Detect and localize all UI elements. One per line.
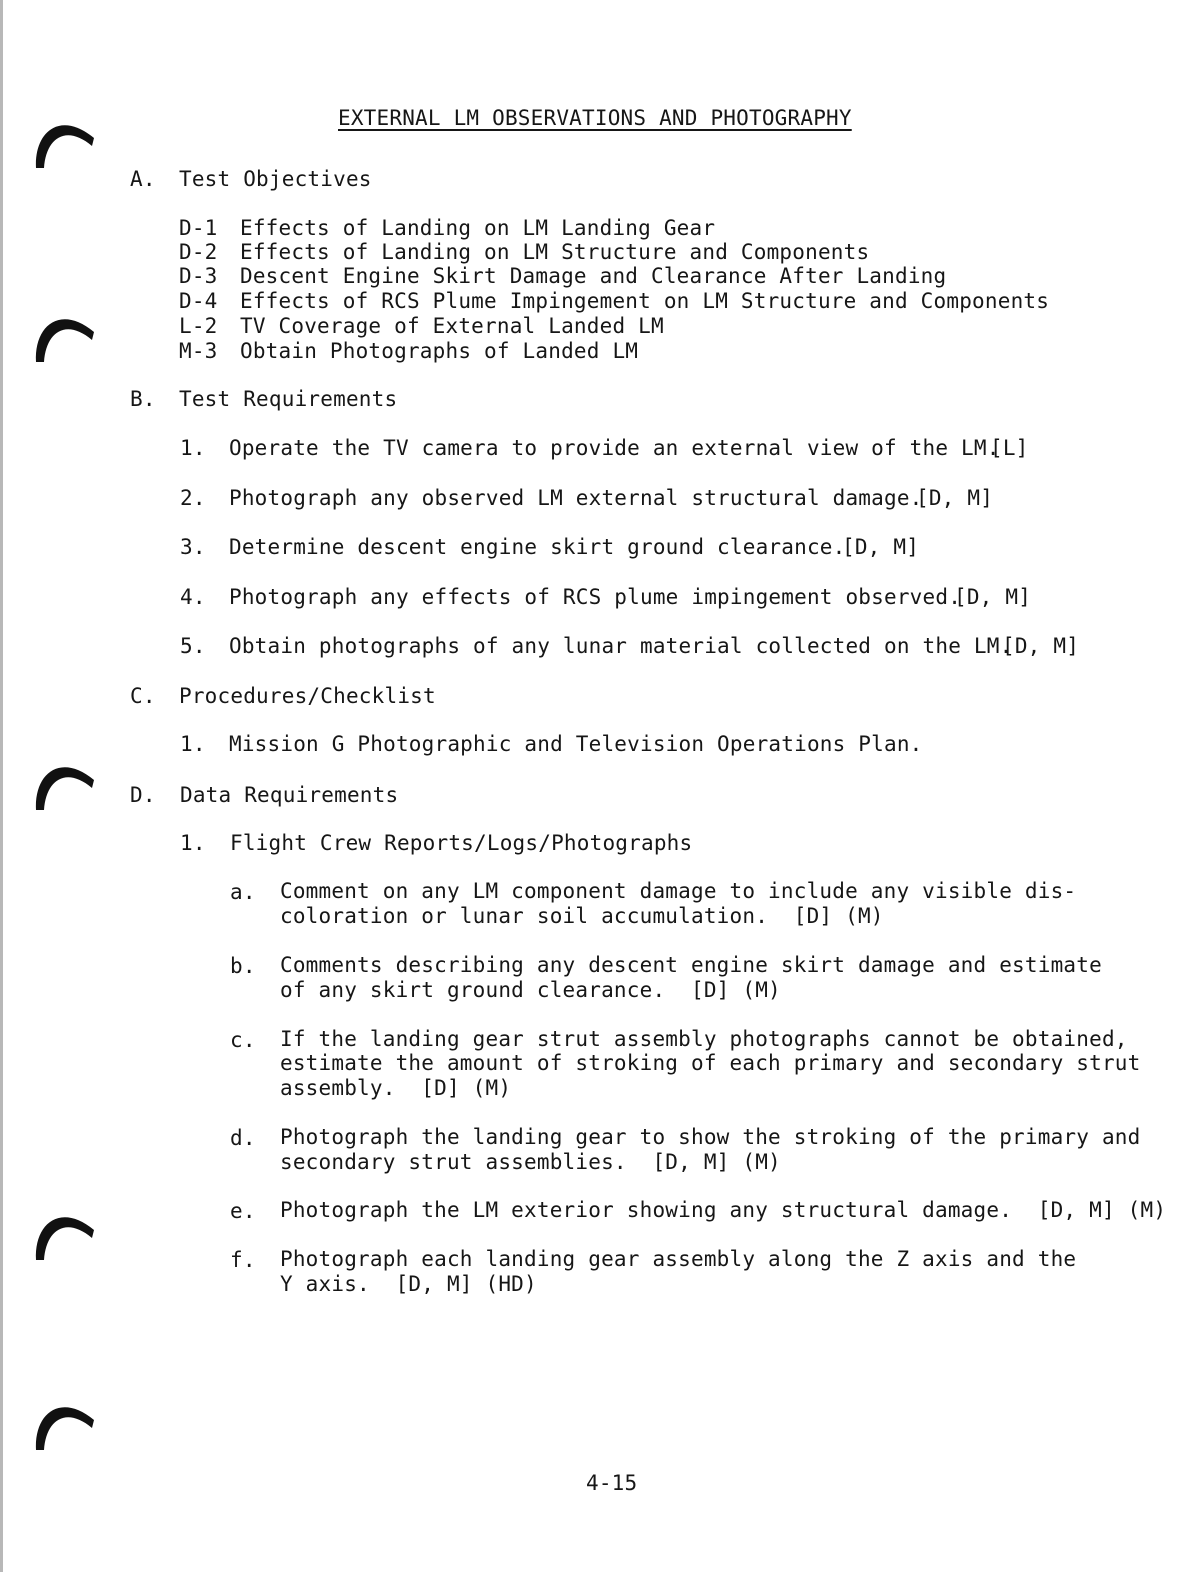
sub-item-line: If the landing gear strut assembly photographs cannot be obtained, <box>280 1027 1128 1051</box>
sub-item-line: of any skirt ground clearance. [D] (M) <box>280 978 781 1002</box>
binder-hole-icon <box>32 744 98 814</box>
sub-item-letter: c. <box>230 1028 256 1052</box>
page-edge <box>0 0 3 1572</box>
sub-item-letter: e. <box>230 1199 256 1223</box>
sub-item-line: Comment on any LM component damage to include any visible dis- <box>280 879 1077 903</box>
item-number: 1. <box>180 831 206 855</box>
binder-hole-icon <box>32 1194 98 1264</box>
sub-item-line: Photograph the LM exterior showing any structural damage. [D, M] (M) <box>280 1198 1167 1222</box>
objective-text: Obtain Photographs of Landed LM <box>240 339 639 363</box>
section-letter: B. <box>130 387 156 411</box>
item-number: 5. <box>180 634 206 658</box>
item-reference: [D, M] <box>1002 634 1080 658</box>
objective-text: Effects of Landing on LM Landing Gear <box>240 216 716 240</box>
objective-code: D-3 <box>179 264 218 288</box>
objective-code: D-1 <box>179 216 218 240</box>
item-text: Photograph any observed LM external structural damage. <box>229 486 923 510</box>
sub-item-line: assembly. [D] (M) <box>280 1076 512 1100</box>
item-number: 1. <box>180 436 206 460</box>
sub-item-line: Comments describing any descent engine skirt damage and estimate <box>280 953 1102 977</box>
objective-code: D-2 <box>179 240 218 264</box>
sub-item-line: Y axis. [D, M] (HD) <box>280 1272 537 1296</box>
item-number: 4. <box>180 585 206 609</box>
section-letter: D. <box>130 783 156 807</box>
objective-text: Descent Engine Skirt Damage and Clearance After Landing <box>240 264 947 288</box>
section-heading: Procedures/Checklist <box>179 684 436 708</box>
objective-code: D-4 <box>179 289 218 313</box>
section-letter: A. <box>130 167 156 191</box>
sub-item-line: estimate the amount of stroking of each primary and secondary strut <box>280 1051 1141 1075</box>
sub-item-letter: a. <box>230 880 256 904</box>
objective-text: TV Coverage of External Landed LM <box>240 314 664 338</box>
item-reference: [D, M] <box>916 486 994 510</box>
item-reference: [L] <box>990 436 1029 460</box>
item-text: Flight Crew Reports/Logs/Photographs <box>230 831 693 855</box>
section-heading: Data Requirements <box>180 783 399 807</box>
objective-code: L-2 <box>179 314 218 338</box>
item-number: 3. <box>180 535 206 559</box>
item-text: Determine descent engine skirt ground clearance. <box>229 535 846 559</box>
section-heading: Test Objectives <box>179 167 372 191</box>
sub-item-line: Photograph each landing gear assembly along the Z axis and the <box>280 1247 1077 1271</box>
page-number: 4-15 <box>586 1471 638 1495</box>
sub-item-letter: f. <box>230 1248 256 1272</box>
item-text: Operate the TV camera to provide an external view of the LM. <box>229 436 1000 460</box>
item-text: Obtain photographs of any lunar material collected on the LM. <box>229 634 1013 658</box>
item-number: 1. <box>180 732 206 756</box>
binder-hole-icon <box>32 1384 98 1454</box>
sub-item-line: secondary strut assemblies. [D, M] (M) <box>280 1150 781 1174</box>
item-text: Mission G Photographic and Television Operations Plan. <box>229 732 923 756</box>
objective-code: M-3 <box>179 339 218 363</box>
sub-item-letter: d. <box>230 1126 256 1150</box>
page-title: EXTERNAL LM OBSERVATIONS AND PHOTOGRAPHY <box>338 106 852 130</box>
binder-hole-icon <box>32 102 98 172</box>
section-letter: C. <box>130 684 156 708</box>
item-text: Photograph any effects of RCS plume impingement observed. <box>229 585 962 609</box>
sub-item-line: Photograph the landing gear to show the stroking of the primary and <box>280 1125 1141 1149</box>
objective-text: Effects of Landing on LM Structure and Components <box>240 240 870 264</box>
sub-item-letter: b. <box>230 954 256 978</box>
item-reference: [D, M] <box>842 535 920 559</box>
item-number: 2. <box>180 486 206 510</box>
objective-text: Effects of RCS Plume Impingement on LM Structure and Components <box>240 289 1050 313</box>
sub-item-line: coloration or lunar soil accumulation. [D] (M) <box>280 904 884 928</box>
section-heading: Test Requirements <box>179 387 398 411</box>
item-reference: [D, M] <box>954 585 1032 609</box>
binder-hole-icon <box>32 296 98 366</box>
